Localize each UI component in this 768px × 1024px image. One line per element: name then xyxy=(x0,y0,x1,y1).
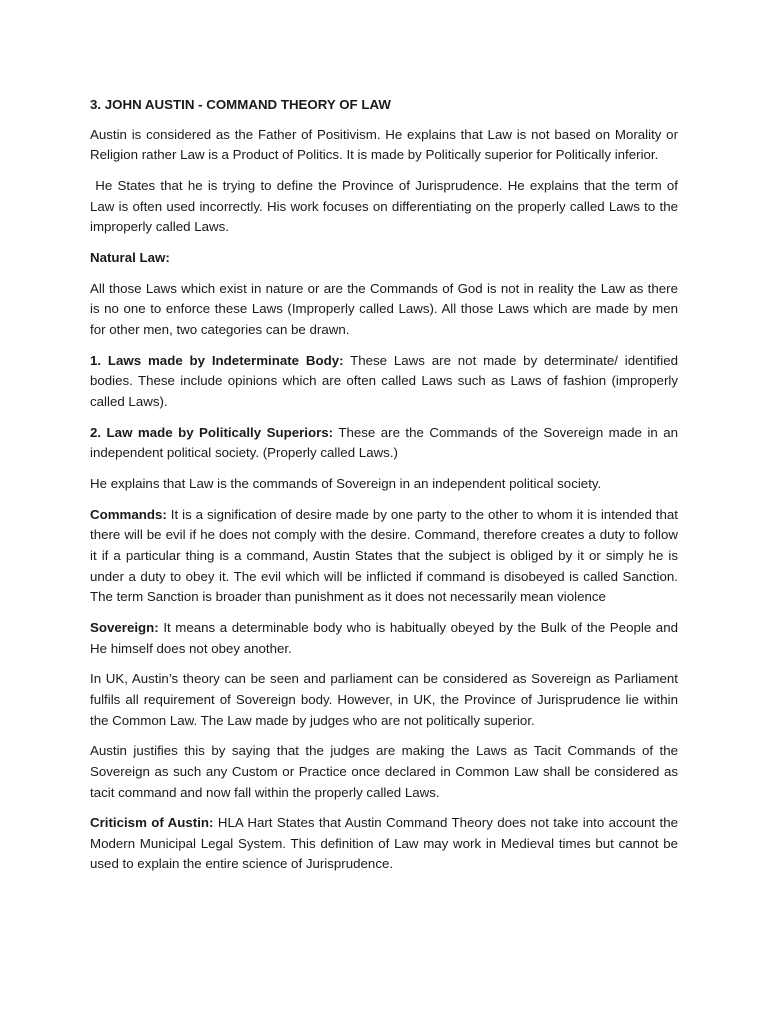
criticism-term: Criticism of Austin: xyxy=(90,815,214,831)
item-politically-superiors xyxy=(90,423,678,464)
item-indeterminate-body xyxy=(90,351,678,413)
commands-text: It is a signification of desire made by one party to the other to whom it is intended that there will be evil if he does not comply with the desire. Command, therefore creates a duty to follow it if a particular thing is a command, Austin States that the subject is obliged by it or simply he is under a duty to obey it. The evil which will be inflicted if command is disobeyed is called Sanction. The term Sanction is broader than punishment as it does not necessarily mean violence xyxy=(90,506,678,605)
paragraph-province xyxy=(90,176,682,238)
paragraph-law-definition: He explains that Law is the commands of Sovereign in an independent political society. xyxy=(90,476,602,492)
natural-law-heading xyxy=(90,248,678,269)
paragraph-uk: In UK, Austin’s theory can be seen and parliament can be considered as Sovereign as Parliament fulfils all requirement of Sovereign body. However, in UK, the Province of Jurisprudence lie within the Common Law. The Law made by judges who are not politically superior. xyxy=(90,671,678,728)
sovereign-term: Sovereign: xyxy=(90,619,159,635)
item-politically-superiors-text: These are the Commands of the Sovereign made in an independent political society. (Properly called Laws.) xyxy=(90,424,679,461)
document-title: 3. JOHN AUSTIN - COMMAND THEORY OF LAW xyxy=(90,97,391,112)
natural-law-heading-text: Natural Law: xyxy=(90,249,170,265)
paragraph-sovereign xyxy=(90,618,678,659)
commands-term: Commands: xyxy=(90,506,167,522)
item-politically-superiors-term: 2. Law made by Politically Superiors: xyxy=(90,424,334,440)
item-indeterminate-body-text: These Laws are not made by determinate/ identified bodies. These include opinions which are often called Laws such as Laws of fashion (improperly called Laws). xyxy=(90,352,678,409)
criticism-text: HLA Hart States that Austin Command Theory does not take into account the Modern Municipal Legal System. This definition of Law may work in Medieval times but cannot be used to explain the entire science of Jurisprudence. xyxy=(90,815,678,872)
item-indeterminate-body-term: 1. Laws made by Indeterminate Body: xyxy=(90,352,344,368)
sovereign-text: It means a determinable body who is habitually obeyed by the Bulk of the People and He himself does not obey another. xyxy=(90,619,678,656)
paragraph-commands xyxy=(90,505,678,608)
paragraph-province-text: He States that he is trying to define the Province of Jurisprudence. He explains that the term of Law is often used incorrectly. His work focuses on differentiating on the properly called Laws to the improperly called Laws. xyxy=(90,177,682,235)
paragraph-tacit-commands: Austin justifies this by saying that the judges are making the Laws as Tacit Commands of the Sovereign as such any Custom or Practice once declared in Common Law shall be considered as tacit command and now fall within the properly called Laws. xyxy=(90,743,678,800)
paragraph-criticism xyxy=(90,813,678,875)
paragraph-positivism: Austin is considered as the Father of Positivism. He explains that Law is not based on Morality or Religion rather Law is a Product of Politics. It is made by Politically superior for Politically inferior. xyxy=(90,126,678,163)
paragraph-natural-law: All those Laws which exist in nature or are the Commands of God is not in reality the Law as there is no one to enforce these Laws (Improperly called Laws). All those Laws which are made by men for other men, two categories can be drawn. xyxy=(90,280,678,337)
document-page xyxy=(90,95,682,885)
